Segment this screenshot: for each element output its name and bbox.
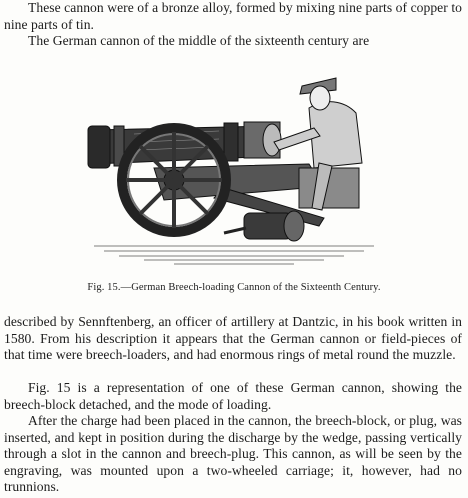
breech-block — [224, 211, 304, 241]
paragraph-sennftenberg: described by Sennftenberg, an officer of artillery at Dantzic, in his book written in 1580. From his description it appears that the German cannon or field-pieces of that time were breech-loaders, and had enormous rings of metal round the muzzle. — [4, 314, 462, 363]
cannon-illustration — [74, 68, 384, 278]
spoked-wheel — [122, 128, 226, 232]
cannon-engraving — [74, 68, 384, 278]
paragraph-german-cannon-intro: The German cannon of the middle of the sixteenth century are — [28, 33, 370, 48]
paragraph-fig-reference: Fig. 15 is a representation of one of these German cannon, showing the breech-block detached, and the mode of loading. — [4, 380, 462, 412]
seated-gunner — [274, 78, 362, 210]
figure-caption: Fig. 15.—German Breech-loading Cannon of the Sixteenth Century. — [87, 282, 381, 293]
paragraph-breech-loading: After the charge had been placed in the cannon, the breech-block, or plug, was inserted, and kept in position during the discharge by the wedge, passing vertically through a slot in the cannon and breech-plug. This cannon, as will be seen by the engraving, was mounted upon a two-wheeled carriage; it, however, had no trunnions. — [4, 413, 462, 495]
ground-hatching — [94, 246, 374, 264]
paragraph-bronze-alloy: These cannon were of a bronze alloy, formed by mixing nine parts of copper to nine parts of tin. — [4, 0, 462, 32]
